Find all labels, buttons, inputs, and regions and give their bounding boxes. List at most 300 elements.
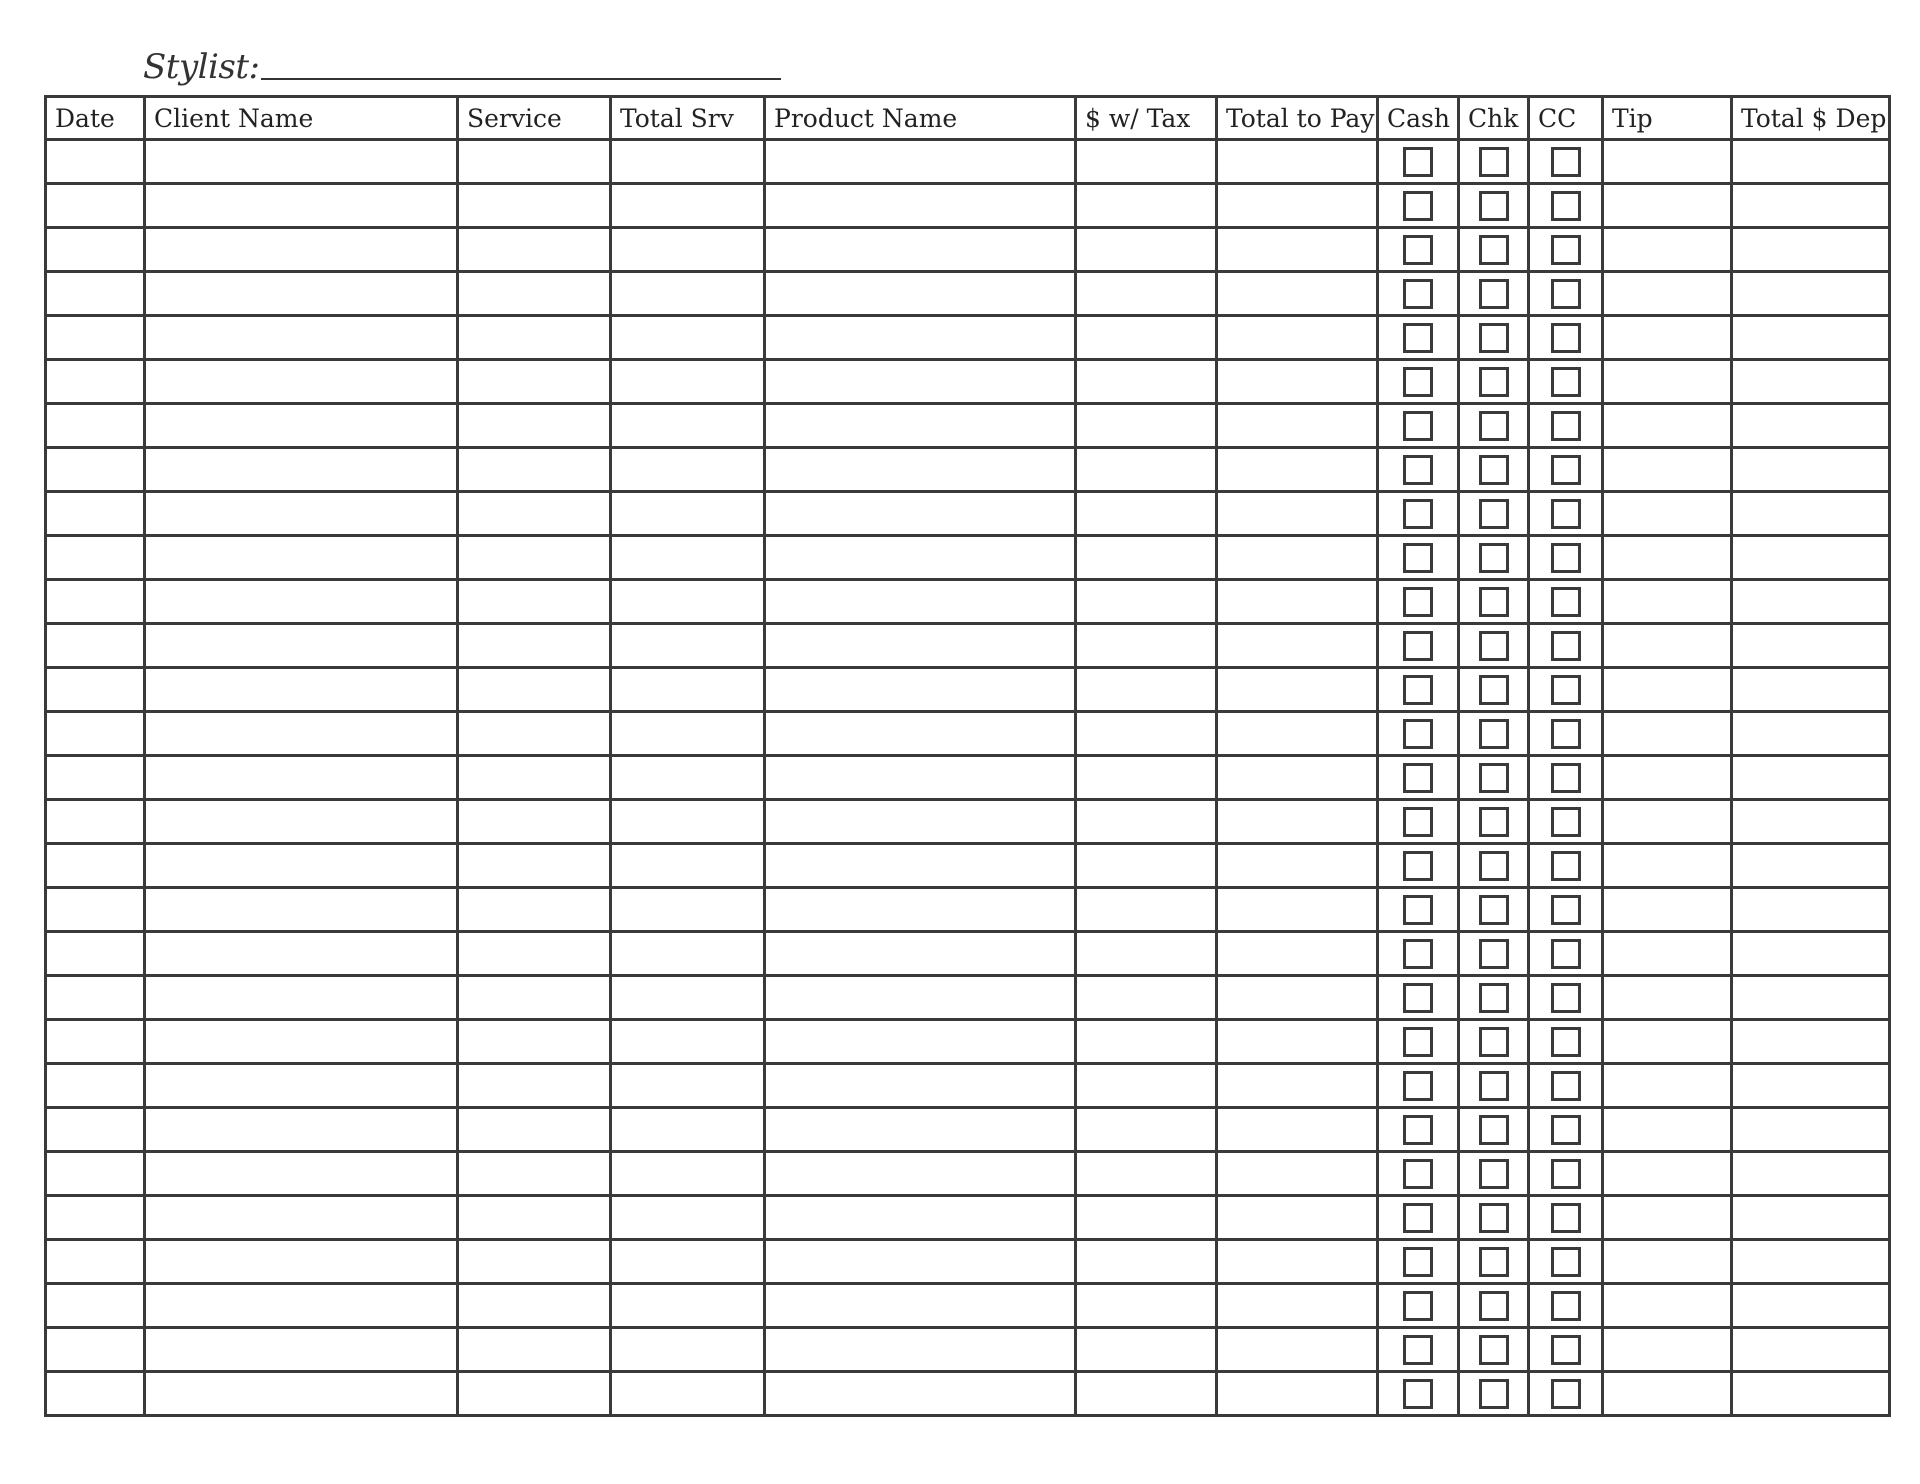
tip-cell[interactable] — [1603, 228, 1732, 272]
chk-checkbox[interactable] — [1479, 1335, 1509, 1365]
client-name-cell[interactable] — [145, 580, 458, 624]
product-name-cell[interactable] — [765, 1328, 1076, 1372]
total-dep-cell[interactable] — [1732, 1152, 1890, 1196]
client-name-cell[interactable] — [145, 668, 458, 712]
tip-cell[interactable] — [1603, 932, 1732, 976]
product-name-cell[interactable] — [765, 1108, 1076, 1152]
cc-checkbox[interactable] — [1551, 983, 1581, 1013]
cc-checkbox[interactable] — [1551, 279, 1581, 309]
total-dep-cell[interactable] — [1732, 1196, 1890, 1240]
client-name-cell[interactable] — [145, 448, 458, 492]
total-srv-cell[interactable] — [611, 360, 765, 404]
total-srv-cell[interactable] — [611, 1240, 765, 1284]
chk-checkbox[interactable] — [1479, 543, 1509, 573]
service-cell[interactable] — [458, 1196, 611, 1240]
chk-checkbox[interactable] — [1479, 455, 1509, 485]
cc-checkbox[interactable] — [1551, 807, 1581, 837]
total-srv-cell[interactable] — [611, 228, 765, 272]
tip-cell[interactable] — [1603, 844, 1732, 888]
client-name-cell[interactable] — [145, 184, 458, 228]
service-cell[interactable] — [458, 800, 611, 844]
chk-checkbox[interactable] — [1479, 895, 1509, 925]
date-cell[interactable] — [46, 1152, 145, 1196]
total-dep-cell[interactable] — [1732, 140, 1890, 184]
total-dep-cell[interactable] — [1732, 536, 1890, 580]
cash-checkbox[interactable] — [1403, 1379, 1433, 1409]
date-cell[interactable] — [46, 492, 145, 536]
total-dep-cell[interactable] — [1732, 1064, 1890, 1108]
tip-cell[interactable] — [1603, 1240, 1732, 1284]
total-srv-cell[interactable] — [611, 932, 765, 976]
product-name-cell[interactable] — [765, 316, 1076, 360]
product-name-cell[interactable] — [765, 624, 1076, 668]
product-name-cell[interactable] — [765, 976, 1076, 1020]
product-name-cell[interactable] — [765, 184, 1076, 228]
total-srv-cell[interactable] — [611, 448, 765, 492]
date-cell[interactable] — [46, 404, 145, 448]
client-name-cell[interactable] — [145, 1328, 458, 1372]
client-name-cell[interactable] — [145, 1240, 458, 1284]
total-to-pay-cell[interactable] — [1217, 404, 1378, 448]
cash-checkbox[interactable] — [1403, 1335, 1433, 1365]
cash-checkbox[interactable] — [1403, 763, 1433, 793]
cash-checkbox[interactable] — [1403, 675, 1433, 705]
cash-checkbox[interactable] — [1403, 455, 1433, 485]
price-with-tax-cell[interactable] — [1076, 888, 1217, 932]
total-dep-cell[interactable] — [1732, 360, 1890, 404]
cash-checkbox[interactable] — [1403, 323, 1433, 353]
total-to-pay-cell[interactable] — [1217, 448, 1378, 492]
price-with-tax-cell[interactable] — [1076, 272, 1217, 316]
product-name-cell[interactable] — [765, 272, 1076, 316]
cash-checkbox[interactable] — [1403, 191, 1433, 221]
total-to-pay-cell[interactable] — [1217, 976, 1378, 1020]
cc-checkbox[interactable] — [1551, 675, 1581, 705]
total-srv-cell[interactable] — [611, 756, 765, 800]
cc-checkbox[interactable] — [1551, 587, 1581, 617]
cash-checkbox[interactable] — [1403, 1247, 1433, 1277]
service-cell[interactable] — [458, 1328, 611, 1372]
tip-cell[interactable] — [1603, 624, 1732, 668]
date-cell[interactable] — [46, 1328, 145, 1372]
total-dep-cell[interactable] — [1732, 1020, 1890, 1064]
date-cell[interactable] — [46, 800, 145, 844]
product-name-cell[interactable] — [765, 448, 1076, 492]
chk-checkbox[interactable] — [1479, 411, 1509, 441]
total-dep-cell[interactable] — [1732, 228, 1890, 272]
tip-cell[interactable] — [1603, 536, 1732, 580]
cash-checkbox[interactable] — [1403, 851, 1433, 881]
total-srv-cell[interactable] — [611, 1108, 765, 1152]
client-name-cell[interactable] — [145, 932, 458, 976]
price-with-tax-cell[interactable] — [1076, 228, 1217, 272]
cash-checkbox[interactable] — [1403, 807, 1433, 837]
client-name-cell[interactable] — [145, 228, 458, 272]
cash-checkbox[interactable] — [1403, 411, 1433, 441]
chk-checkbox[interactable] — [1479, 323, 1509, 353]
date-cell[interactable] — [46, 932, 145, 976]
tip-cell[interactable] — [1603, 448, 1732, 492]
price-with-tax-cell[interactable] — [1076, 624, 1217, 668]
total-srv-cell[interactable] — [611, 888, 765, 932]
price-with-tax-cell[interactable] — [1076, 712, 1217, 756]
date-cell[interactable] — [46, 1284, 145, 1328]
total-to-pay-cell[interactable] — [1217, 888, 1378, 932]
total-srv-cell[interactable] — [611, 1328, 765, 1372]
client-name-cell[interactable] — [145, 140, 458, 184]
client-name-cell[interactable] — [145, 1108, 458, 1152]
tip-cell[interactable] — [1603, 492, 1732, 536]
total-to-pay-cell[interactable] — [1217, 580, 1378, 624]
total-to-pay-cell[interactable] — [1217, 360, 1378, 404]
price-with-tax-cell[interactable] — [1076, 1328, 1217, 1372]
tip-cell[interactable] — [1603, 272, 1732, 316]
date-cell[interactable] — [46, 712, 145, 756]
cc-checkbox[interactable] — [1551, 543, 1581, 573]
cash-checkbox[interactable] — [1403, 587, 1433, 617]
tip-cell[interactable] — [1603, 800, 1732, 844]
total-to-pay-cell[interactable] — [1217, 184, 1378, 228]
price-with-tax-cell[interactable] — [1076, 1152, 1217, 1196]
client-name-cell[interactable] — [145, 404, 458, 448]
total-dep-cell[interactable] — [1732, 668, 1890, 712]
cash-checkbox[interactable] — [1403, 1027, 1433, 1057]
price-with-tax-cell[interactable] — [1076, 360, 1217, 404]
chk-checkbox[interactable] — [1479, 1203, 1509, 1233]
product-name-cell[interactable] — [765, 1284, 1076, 1328]
cc-checkbox[interactable] — [1551, 1115, 1581, 1145]
price-with-tax-cell[interactable] — [1076, 668, 1217, 712]
service-cell[interactable] — [458, 1020, 611, 1064]
service-cell[interactable] — [458, 228, 611, 272]
chk-checkbox[interactable] — [1479, 1247, 1509, 1277]
service-cell[interactable] — [458, 1152, 611, 1196]
total-dep-cell[interactable] — [1732, 976, 1890, 1020]
client-name-cell[interactable] — [145, 624, 458, 668]
total-srv-cell[interactable] — [611, 316, 765, 360]
total-dep-cell[interactable] — [1732, 272, 1890, 316]
service-cell[interactable] — [458, 888, 611, 932]
total-srv-cell[interactable] — [611, 668, 765, 712]
total-to-pay-cell[interactable] — [1217, 1196, 1378, 1240]
total-dep-cell[interactable] — [1732, 888, 1890, 932]
cash-checkbox[interactable] — [1403, 719, 1433, 749]
total-to-pay-cell[interactable] — [1217, 316, 1378, 360]
product-name-cell[interactable] — [765, 756, 1076, 800]
price-with-tax-cell[interactable] — [1076, 976, 1217, 1020]
product-name-cell[interactable] — [765, 888, 1076, 932]
chk-checkbox[interactable] — [1479, 1159, 1509, 1189]
total-srv-cell[interactable] — [611, 1372, 765, 1416]
date-cell[interactable] — [46, 1064, 145, 1108]
tip-cell[interactable] — [1603, 1284, 1732, 1328]
price-with-tax-cell[interactable] — [1076, 140, 1217, 184]
total-dep-cell[interactable] — [1732, 1328, 1890, 1372]
total-dep-cell[interactable] — [1732, 844, 1890, 888]
total-to-pay-cell[interactable] — [1217, 712, 1378, 756]
service-cell[interactable] — [458, 536, 611, 580]
cc-checkbox[interactable] — [1551, 939, 1581, 969]
cc-checkbox[interactable] — [1551, 631, 1581, 661]
total-srv-cell[interactable] — [611, 536, 765, 580]
client-name-cell[interactable] — [145, 844, 458, 888]
total-dep-cell[interactable] — [1732, 316, 1890, 360]
chk-checkbox[interactable] — [1479, 235, 1509, 265]
total-to-pay-cell[interactable] — [1217, 1328, 1378, 1372]
cash-checkbox[interactable] — [1403, 983, 1433, 1013]
cash-checkbox[interactable] — [1403, 1159, 1433, 1189]
price-with-tax-cell[interactable] — [1076, 1020, 1217, 1064]
chk-checkbox[interactable] — [1479, 147, 1509, 177]
cc-checkbox[interactable] — [1551, 147, 1581, 177]
service-cell[interactable] — [458, 272, 611, 316]
product-name-cell[interactable] — [765, 1372, 1076, 1416]
cash-checkbox[interactable] — [1403, 543, 1433, 573]
product-name-cell[interactable] — [765, 712, 1076, 756]
product-name-cell[interactable] — [765, 140, 1076, 184]
client-name-cell[interactable] — [145, 1372, 458, 1416]
date-cell[interactable] — [46, 888, 145, 932]
total-to-pay-cell[interactable] — [1217, 272, 1378, 316]
service-cell[interactable] — [458, 140, 611, 184]
tip-cell[interactable] — [1603, 316, 1732, 360]
date-cell[interactable] — [46, 756, 145, 800]
product-name-cell[interactable] — [765, 1240, 1076, 1284]
total-dep-cell[interactable] — [1732, 492, 1890, 536]
date-cell[interactable] — [46, 580, 145, 624]
total-dep-cell[interactable] — [1732, 1240, 1890, 1284]
total-to-pay-cell[interactable] — [1217, 1372, 1378, 1416]
tip-cell[interactable] — [1603, 888, 1732, 932]
total-to-pay-cell[interactable] — [1217, 492, 1378, 536]
date-cell[interactable] — [46, 668, 145, 712]
total-srv-cell[interactable] — [611, 976, 765, 1020]
cash-checkbox[interactable] — [1403, 1203, 1433, 1233]
chk-checkbox[interactable] — [1479, 983, 1509, 1013]
total-to-pay-cell[interactable] — [1217, 668, 1378, 712]
service-cell[interactable] — [458, 360, 611, 404]
date-cell[interactable] — [46, 536, 145, 580]
date-cell[interactable] — [46, 228, 145, 272]
chk-checkbox[interactable] — [1479, 763, 1509, 793]
service-cell[interactable] — [458, 756, 611, 800]
service-cell[interactable] — [458, 184, 611, 228]
product-name-cell[interactable] — [765, 360, 1076, 404]
service-cell[interactable] — [458, 1108, 611, 1152]
total-dep-cell[interactable] — [1732, 624, 1890, 668]
cash-checkbox[interactable] — [1403, 631, 1433, 661]
service-cell[interactable] — [458, 580, 611, 624]
product-name-cell[interactable] — [765, 1064, 1076, 1108]
chk-checkbox[interactable] — [1479, 851, 1509, 881]
client-name-cell[interactable] — [145, 1196, 458, 1240]
total-dep-cell[interactable] — [1732, 1108, 1890, 1152]
date-cell[interactable] — [46, 1372, 145, 1416]
total-dep-cell[interactable] — [1732, 404, 1890, 448]
total-to-pay-cell[interactable] — [1217, 1108, 1378, 1152]
total-srv-cell[interactable] — [611, 1196, 765, 1240]
chk-checkbox[interactable] — [1479, 675, 1509, 705]
client-name-cell[interactable] — [145, 1284, 458, 1328]
product-name-cell[interactable] — [765, 404, 1076, 448]
date-cell[interactable] — [46, 1020, 145, 1064]
client-name-cell[interactable] — [145, 1020, 458, 1064]
price-with-tax-cell[interactable] — [1076, 1284, 1217, 1328]
chk-checkbox[interactable] — [1479, 499, 1509, 529]
chk-checkbox[interactable] — [1479, 719, 1509, 749]
chk-checkbox[interactable] — [1479, 807, 1509, 837]
cc-checkbox[interactable] — [1551, 895, 1581, 925]
product-name-cell[interactable] — [765, 1152, 1076, 1196]
date-cell[interactable] — [46, 272, 145, 316]
total-to-pay-cell[interactable] — [1217, 844, 1378, 888]
cc-checkbox[interactable] — [1551, 1247, 1581, 1277]
tip-cell[interactable] — [1603, 668, 1732, 712]
price-with-tax-cell[interactable] — [1076, 932, 1217, 976]
tip-cell[interactable] — [1603, 1328, 1732, 1372]
cc-checkbox[interactable] — [1551, 1027, 1581, 1057]
price-with-tax-cell[interactable] — [1076, 1372, 1217, 1416]
tip-cell[interactable] — [1603, 756, 1732, 800]
total-dep-cell[interactable] — [1732, 756, 1890, 800]
product-name-cell[interactable] — [765, 844, 1076, 888]
product-name-cell[interactable] — [765, 800, 1076, 844]
total-srv-cell[interactable] — [611, 492, 765, 536]
date-cell[interactable] — [46, 140, 145, 184]
date-cell[interactable] — [46, 624, 145, 668]
cash-checkbox[interactable] — [1403, 1071, 1433, 1101]
tip-cell[interactable] — [1603, 976, 1732, 1020]
total-srv-cell[interactable] — [611, 844, 765, 888]
tip-cell[interactable] — [1603, 1108, 1732, 1152]
service-cell[interactable] — [458, 624, 611, 668]
price-with-tax-cell[interactable] — [1076, 536, 1217, 580]
product-name-cell[interactable] — [765, 536, 1076, 580]
total-dep-cell[interactable] — [1732, 1372, 1890, 1416]
chk-checkbox[interactable] — [1479, 1379, 1509, 1409]
total-srv-cell[interactable] — [611, 404, 765, 448]
total-dep-cell[interactable] — [1732, 932, 1890, 976]
price-with-tax-cell[interactable] — [1076, 580, 1217, 624]
date-cell[interactable] — [46, 976, 145, 1020]
chk-checkbox[interactable] — [1479, 1071, 1509, 1101]
total-to-pay-cell[interactable] — [1217, 932, 1378, 976]
cc-checkbox[interactable] — [1551, 1379, 1581, 1409]
date-cell[interactable] — [46, 844, 145, 888]
product-name-cell[interactable] — [765, 932, 1076, 976]
cc-checkbox[interactable] — [1551, 455, 1581, 485]
total-to-pay-cell[interactable] — [1217, 1064, 1378, 1108]
cc-checkbox[interactable] — [1551, 719, 1581, 749]
chk-checkbox[interactable] — [1479, 1027, 1509, 1057]
price-with-tax-cell[interactable] — [1076, 1196, 1217, 1240]
cash-checkbox[interactable] — [1403, 367, 1433, 397]
service-cell[interactable] — [458, 1372, 611, 1416]
total-to-pay-cell[interactable] — [1217, 228, 1378, 272]
price-with-tax-cell[interactable] — [1076, 404, 1217, 448]
client-name-cell[interactable] — [145, 888, 458, 932]
price-with-tax-cell[interactable] — [1076, 1064, 1217, 1108]
price-with-tax-cell[interactable] — [1076, 844, 1217, 888]
tip-cell[interactable] — [1603, 1064, 1732, 1108]
service-cell[interactable] — [458, 492, 611, 536]
service-cell[interactable] — [458, 932, 611, 976]
price-with-tax-cell[interactable] — [1076, 800, 1217, 844]
tip-cell[interactable] — [1603, 140, 1732, 184]
chk-checkbox[interactable] — [1479, 367, 1509, 397]
chk-checkbox[interactable] — [1479, 1115, 1509, 1145]
date-cell[interactable] — [46, 448, 145, 492]
service-cell[interactable] — [458, 844, 611, 888]
cc-checkbox[interactable] — [1551, 1159, 1581, 1189]
stylist-input-line[interactable] — [261, 78, 781, 80]
client-name-cell[interactable] — [145, 536, 458, 580]
total-to-pay-cell[interactable] — [1217, 1284, 1378, 1328]
total-srv-cell[interactable] — [611, 800, 765, 844]
cash-checkbox[interactable] — [1403, 147, 1433, 177]
product-name-cell[interactable] — [765, 1020, 1076, 1064]
total-to-pay-cell[interactable] — [1217, 756, 1378, 800]
price-with-tax-cell[interactable] — [1076, 1240, 1217, 1284]
client-name-cell[interactable] — [145, 800, 458, 844]
product-name-cell[interactable] — [765, 228, 1076, 272]
total-srv-cell[interactable] — [611, 712, 765, 756]
total-dep-cell[interactable] — [1732, 712, 1890, 756]
cc-checkbox[interactable] — [1551, 323, 1581, 353]
total-to-pay-cell[interactable] — [1217, 1240, 1378, 1284]
tip-cell[interactable] — [1603, 580, 1732, 624]
price-with-tax-cell[interactable] — [1076, 1108, 1217, 1152]
chk-checkbox[interactable] — [1479, 587, 1509, 617]
total-srv-cell[interactable] — [611, 140, 765, 184]
service-cell[interactable] — [458, 976, 611, 1020]
cc-checkbox[interactable] — [1551, 191, 1581, 221]
cc-checkbox[interactable] — [1551, 1071, 1581, 1101]
service-cell[interactable] — [458, 316, 611, 360]
client-name-cell[interactable] — [145, 756, 458, 800]
total-dep-cell[interactable] — [1732, 448, 1890, 492]
service-cell[interactable] — [458, 404, 611, 448]
tip-cell[interactable] — [1603, 712, 1732, 756]
total-to-pay-cell[interactable] — [1217, 1020, 1378, 1064]
product-name-cell[interactable] — [765, 668, 1076, 712]
total-srv-cell[interactable] — [611, 1152, 765, 1196]
chk-checkbox[interactable] — [1479, 191, 1509, 221]
total-srv-cell[interactable] — [611, 184, 765, 228]
tip-cell[interactable] — [1603, 1020, 1732, 1064]
total-to-pay-cell[interactable] — [1217, 140, 1378, 184]
service-cell[interactable] — [458, 668, 611, 712]
service-cell[interactable] — [458, 712, 611, 756]
total-srv-cell[interactable] — [611, 272, 765, 316]
client-name-cell[interactable] — [145, 976, 458, 1020]
date-cell[interactable] — [46, 360, 145, 404]
cash-checkbox[interactable] — [1403, 499, 1433, 529]
total-to-pay-cell[interactable] — [1217, 536, 1378, 580]
cash-checkbox[interactable] — [1403, 235, 1433, 265]
client-name-cell[interactable] — [145, 360, 458, 404]
date-cell[interactable] — [46, 184, 145, 228]
cc-checkbox[interactable] — [1551, 1291, 1581, 1321]
client-name-cell[interactable] — [145, 1064, 458, 1108]
total-dep-cell[interactable] — [1732, 1284, 1890, 1328]
cash-checkbox[interactable] — [1403, 939, 1433, 969]
client-name-cell[interactable] — [145, 712, 458, 756]
tip-cell[interactable] — [1603, 360, 1732, 404]
cc-checkbox[interactable] — [1551, 1335, 1581, 1365]
cc-checkbox[interactable] — [1551, 851, 1581, 881]
tip-cell[interactable] — [1603, 184, 1732, 228]
